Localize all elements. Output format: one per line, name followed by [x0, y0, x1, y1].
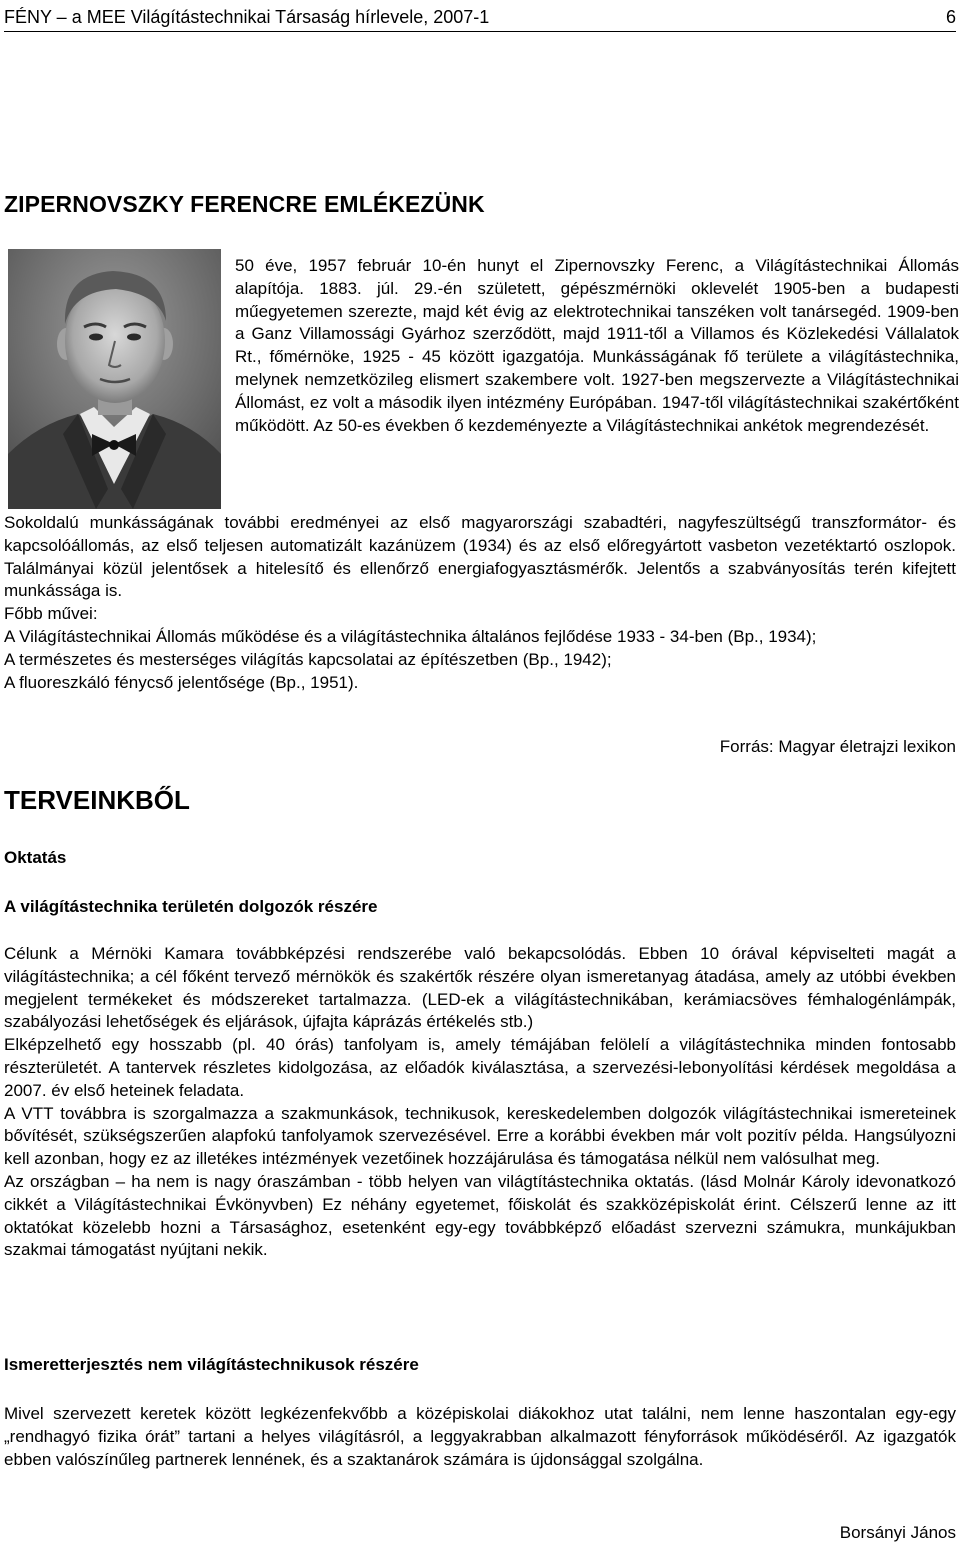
page-header [4, 7, 956, 32]
portrait-photo [8, 249, 221, 509]
author-signature: Borsányi János [839, 1523, 956, 1542]
section2-paragraph: Mivel szervezett keretek között legkézenfekvőbb a középiskolai diákokhoz utat találni, nem lenne haszontalan egy-egy „rendhagyó fizika órát” tartani a helyes világításról, a leggyakrabban alkalmazott fényforrások működéséről. Az igazgatók ebben valószínűleg partnerek lennének, és a szaktanárok számára is újdonsággal szolgálna. [4, 1404, 956, 1469]
section1-paragraph: Célunk a Mérnöki Kamara továbbképzési rendszerébe való bekapcsolódás. Ebben 10 órával képviselteti magát a világítástechnika; a cél főként tervező mérnökök és szakértők részére olyan ismeretanyag átadása, amely az utóbbi években megjelent termékeket és módszereket tartalmazza. (LED-ek a világítástechnikában, kerámiacsöves fémhalogénlámpák, szabályozási lehetőségek és eljárások, újfajta káprázás értékelés stb.) [4, 944, 956, 1032]
page-number: 6 [945, 7, 956, 27]
plans-subtitle: Oktatás [4, 848, 67, 867]
works-item: A természetes és mesterséges világítás kapcsolatai az építészetben (Bp., 1942); [4, 649, 612, 669]
works-heading: Főbb művei: [4, 604, 98, 624]
source-note: Forrás: Magyar életrajzi lexikon [719, 737, 956, 756]
section2-title: Ismeretterjesztés nem világítástechnikusok részére [4, 1355, 419, 1374]
works-item: A fluoreszkáló fénycső jelentősége (Bp., 1951). [4, 672, 359, 692]
article-body [4, 512, 956, 694]
newsletter-title: FÉNY – a MEE Világítástechnikai Társaság hírlevele, 2007-1 [4, 7, 490, 27]
continuation-paragraph: Sokoldalú munkásságának további eredményei az első magyarországi szabadtéri, nagyfeszültségű transzformátor- és kapcsolóállomás, az első teljesen automatizált kazánüzem (1934) és az első előregyártott vasbeton vezetéktartó oszlopok. Találmányai közül jelentősek a hitelesítő és ellenőrző energiafogyasztásmérők. Jelentős a szabványosítás terén kifejtett munkássága is. [4, 513, 956, 601]
section1-paragraph: Az országban – ha nem is nagy óraszámban - több helyen van világtítástechnika oktatás. (lásd Molnár Károly idevonatkozó cikkét a Világítástechnikai Évkönyvben) Ez néhány egyetemet, főiskolát és szakközépiskolát érint. Célszerű lenne az itt oktatókat közelebb hozni a Társasághoz, esetenként egy-egy továbbképző előadást szervezni számukra, munkájukban szakmai támogatást nyújtani nekik. [4, 1171, 956, 1260]
plans-title: TERVEINKBŐL [4, 785, 190, 815]
article-title: ZIPERNOVSZKY FERENCRE EMLÉKEZÜNK [4, 191, 485, 217]
section1-body [4, 943, 956, 1262]
works-item: A Világítástechnikai Állomás működése és a világítástechnika általános fejlődése 1933 - 34-ben (Bp., 1934); [4, 626, 817, 646]
section2-body [4, 1403, 956, 1471]
section1-title: A világítástechnika területén dolgozók részére [4, 897, 378, 916]
section1-paragraph: Elképzelhető egy hosszabb (pl. 40 órás) tanfolyam is, amely témájában felölelí a világítástechnika minden fontosabb részterületét. A tantervek részletes kidolgozása, az előadók kiválasztása, a szervezési-lebonyolítási kérdések megoldása a 2007. év első heteinek feladata. [4, 1035, 956, 1100]
section1-paragraph: A VTT továbbra is szorgalmazza a szakmunkások, technikusok, kereskedelemben dolgozók világítástechnikai ismereteinek bővítését, szükségszerűen alapfokú tanfolyamok szervezésével. Erre a korábbi években már volt pozitív példa. Hangsúlyozni kell azonban, hogy ez az illetékes intézmények vezetőinek hozzájárulása és támogatása nélkül nem valósulhat meg. [4, 1103, 956, 1169]
intro-paragraph: 50 éve, 1957 február 10-én hunyt el Zipernovszky Ferenc, a Világítástechnikai Állomás alapítója. 1883. júl. 29.-én született, gépészmérnöki oklevelét 1905-ben a budapesti műegyetemen szerezte, majd két évig az elektrotechnikai tanszéken volt tanársegéd. 1909-ben a Ganz Villamossági Gyárhoz szerződött, majd 1911-től a Villamos és Közlekedési Vállalatok Rt., főmérnöke, 1925 - 45 között igazgatója. Munkásságának fő területe a világítástechnika, melynek nemzetközileg elismert szakembere volt. 1927-ben megszervezte a Világítástechnikai Állomást, ez volt a második ilyen intézmény Európában. 1947-től világítástechnikai szakértőként működött. Az 50-es években ő kezdeményezte a Világítástechnikai ankétok megrendezését. [235, 256, 959, 435]
